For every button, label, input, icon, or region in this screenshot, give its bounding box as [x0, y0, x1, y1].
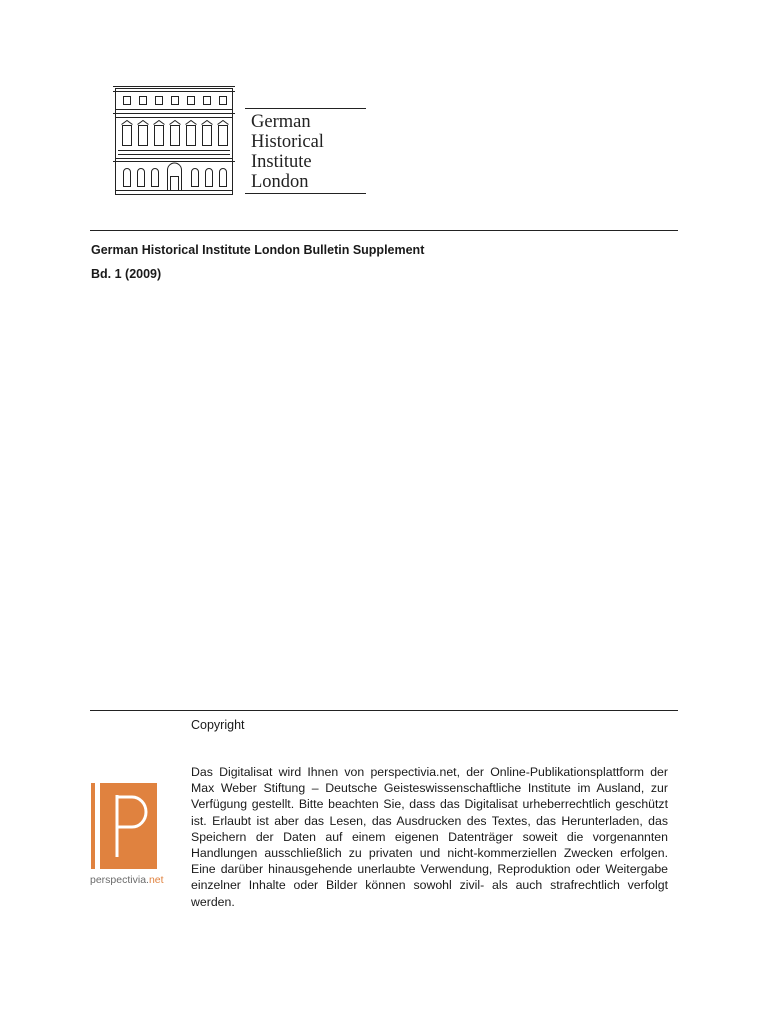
logo-rule-bottom — [245, 193, 366, 194]
copyright-text: Das Digitalisat wird Ihnen von perspectivia.net, der Online-Publikationsplattform der Max Weber Stiftung – Deutsche Geisteswissenschaftliche Institute im Ausland, zur Verfügung gestellt. Bitte beachten Sie, dass das Digitalisat urheberrechtlich geschützt ist. Erlaubt ist aber das Lesen, das Ausdrucken des Textes, das Herunterladen, das Speichern der Daten auf einem eigenen Datenträger soweit die vorgenannten Handlungen ausschließlich zu privaten und nicht-kommerziellen Zwecken erfolgen. Eine darüber hinausgehende unerlaubte Verwendung, Reproduktion oder Weitergabe einzelner Inhalte oder Bilder können sowohl zivil- als auch strafrechtlich verfolgt werden. — [191, 765, 668, 909]
caption-main: perspectivia. — [90, 874, 149, 886]
logo-rule-top — [245, 108, 366, 109]
divider-bottom — [90, 710, 678, 711]
publication-title: German Historical Institute London Bulletin Supplement — [91, 243, 425, 257]
logo-box — [100, 783, 157, 869]
building-facade-icon — [112, 84, 236, 198]
ghil-logo — [112, 84, 368, 198]
perspectivia-logo — [90, 780, 170, 890]
logo-line: London — [251, 172, 309, 192]
logo-line: Institute — [251, 152, 312, 172]
logo-line: Historical — [251, 132, 324, 152]
publication-volume: Bd. 1 (2009) — [91, 267, 162, 281]
divider-top — [90, 230, 678, 231]
caption-suffix: net — [148, 874, 164, 886]
perspectivia-caption — [90, 874, 164, 886]
logo-bar — [91, 783, 95, 869]
logo-line: German — [251, 112, 311, 132]
letter-p-icon — [100, 783, 157, 869]
copyright-heading: Copyright — [191, 718, 245, 732]
logo-wordmark — [251, 112, 324, 192]
